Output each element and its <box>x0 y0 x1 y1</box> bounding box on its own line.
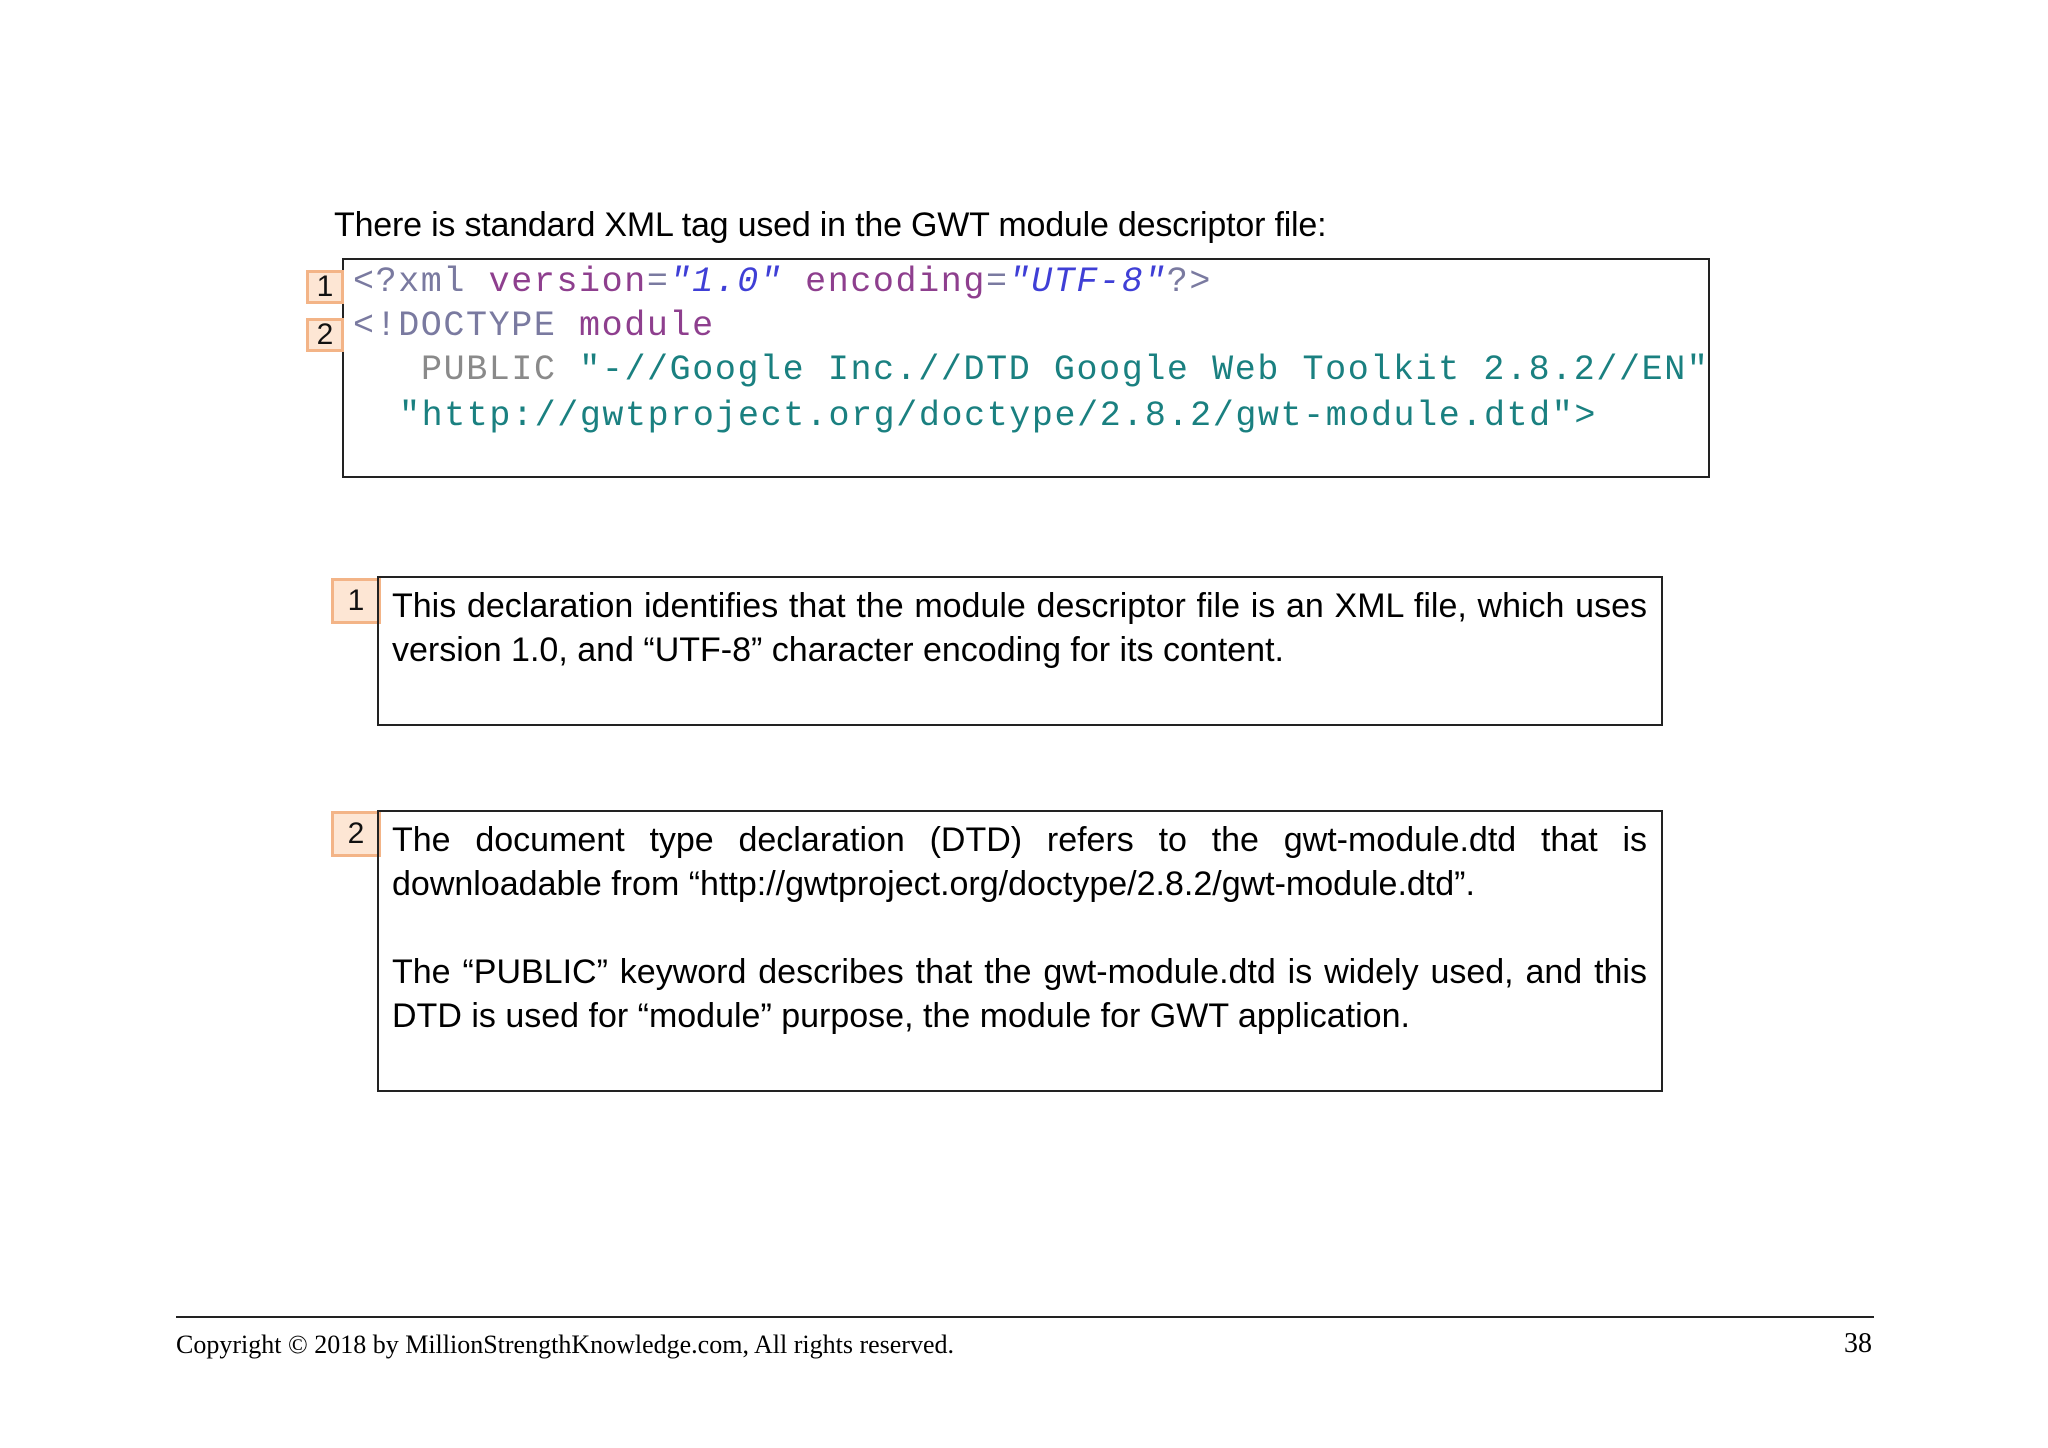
code-line-doctype <box>353 306 715 346</box>
doctype-open-token: <!DOCTYPE <box>353 306 557 346</box>
public-keyword: PUBLIC <box>421 350 557 390</box>
equals-token: = <box>646 262 670 302</box>
note-2-box <box>377 810 1663 1092</box>
dtd-url: "http://gwtproject.org/doctype/2.8.2/gwt-module.dtd" <box>399 396 1575 436</box>
code-line-xml-declaration <box>353 262 1212 302</box>
code-block <box>342 258 1710 478</box>
note-2-paragraph-2: The “PUBLIC” keyword describes that the gwt-module.dtd is widely used, and this DTD is used for “module” purpose, the module for GWT application. <box>392 953 1647 1035</box>
note-1-text: This declaration identifies that the module descriptor file is an XML file, which uses version 1.0, and “UTF-8” character encoding for its content. <box>392 587 1647 669</box>
version-value: "1.0" <box>669 262 783 302</box>
version-attr: version <box>488 262 647 302</box>
xml-close-token: ?> <box>1166 262 1213 302</box>
code-line-public-id <box>421 350 1709 390</box>
equals-token: = <box>985 262 1009 302</box>
footer-divider <box>176 1316 1874 1318</box>
doctype-name: module <box>579 306 715 346</box>
intro-text: There is standard XML tag used in the GWT module descriptor file: <box>334 206 1327 244</box>
note-2-paragraph-1: The document type declaration (DTD) refers to the gwt-module.dtd that is downloadable from “http://gwtproject.org/doctype/2.8.2/gwt-module.dtd”. <box>392 821 1647 903</box>
page-number: 38 <box>1844 1328 1872 1359</box>
note-marker-2: 2 <box>331 811 381 857</box>
copyright-text: Copyright © 2018 by MillionStrengthKnowledge.com, All rights reserved. <box>176 1330 955 1359</box>
doctype-close-token: > <box>1574 396 1597 436</box>
code-line-marker-2: 2 <box>306 318 344 352</box>
code-line-marker-1: 1 <box>306 270 344 304</box>
encoding-value: "UTF-8" <box>1008 262 1167 302</box>
public-identifier: "-//Google Inc.//DTD Google Web Toolkit 2.8.2//EN" <box>579 350 1710 390</box>
code-line-system-url <box>399 396 1597 436</box>
encoding-attr: encoding <box>805 262 986 302</box>
note-marker-1: 1 <box>331 578 381 624</box>
note-1-box <box>377 576 1663 726</box>
xml-open-token: <?xml <box>353 262 467 302</box>
